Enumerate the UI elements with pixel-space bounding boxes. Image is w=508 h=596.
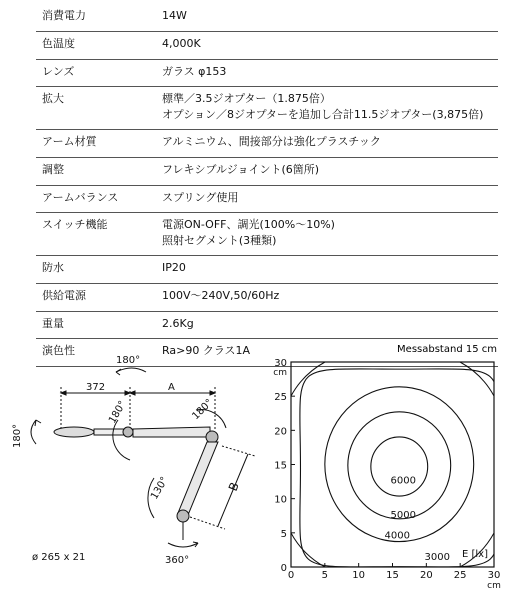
spec-value: IP20 <box>162 260 186 274</box>
head-joint <box>123 427 133 437</box>
contour-corner <box>291 533 325 567</box>
label-angle-base: 130° <box>149 475 171 502</box>
y-axis-label: cm <box>273 368 287 378</box>
spec-key: 色温度 <box>42 36 75 50</box>
y-tick-label: 5 <box>280 528 287 540</box>
spec-value: スプリング使用 <box>162 190 239 204</box>
x-tick-label: 30 <box>487 570 501 581</box>
contour-label: 3000 <box>424 551 450 563</box>
label-a: A <box>168 382 175 393</box>
rotation-arrow-top-icon <box>116 368 146 372</box>
base-joint <box>177 510 189 522</box>
contour-chart <box>273 358 501 591</box>
spec-value: 14W <box>162 9 187 22</box>
x-tick-label: 15 <box>386 570 399 581</box>
lens-head <box>54 427 94 437</box>
x-tick-label: 25 <box>453 570 467 581</box>
spec-value: 電源ON-OFF、調光(100%〜10%) <box>162 218 335 232</box>
spec-value: 100V〜240V,50/60Hz <box>162 288 280 302</box>
spec-key: 調整 <box>42 162 64 176</box>
chart-title: Messabstand 15 cm <box>397 344 497 355</box>
lamp-diagram <box>31 368 255 547</box>
contour-corner <box>460 362 494 396</box>
contour-6000 <box>371 437 428 496</box>
spec-key: スイッチ機能 <box>42 218 108 232</box>
contour-label: 6000 <box>390 475 416 487</box>
y-tick-label: 15 <box>274 460 287 472</box>
y-tick-label: 20 <box>274 426 287 438</box>
spec-key: 拡大 <box>42 92 64 106</box>
spec-key: 消費電力 <box>42 9 86 22</box>
spec-value: オプション／8ジオプターを追加し合計11.5ジオプター(3,875倍) <box>162 108 484 122</box>
contour-label: 4000 <box>384 530 410 542</box>
spec-key: 防水 <box>42 260 64 274</box>
upper-arm <box>133 427 210 437</box>
spec-value: 標準／3.5ジオプター（1.875倍） <box>162 92 331 106</box>
spec-value: ガラス φ153 <box>162 64 227 78</box>
x-tick-label: 20 <box>419 570 433 581</box>
elbow-joint <box>206 431 218 443</box>
x-tick-label: 5 <box>321 570 329 581</box>
x-tick-label: 0 <box>287 570 295 581</box>
contour-5000 <box>348 412 451 519</box>
y-tick-label: 0 <box>280 563 287 574</box>
x-axis-label: cm <box>487 581 501 591</box>
label-b: B <box>225 480 242 494</box>
label-372: 372 <box>86 382 106 393</box>
label-rot-bottom: 360° <box>165 555 190 566</box>
label-rot-left: 180° <box>12 423 23 448</box>
spec-key: 供給電源 <box>42 288 86 302</box>
spec-value: フレキシブルジョイント(6箇所) <box>162 162 320 176</box>
spec-key: 演色性 <box>42 344 75 358</box>
label-rot-top: 180° <box>116 355 141 366</box>
spec-key: アームバランス <box>42 190 119 204</box>
spec-value: 4,000K <box>162 36 201 50</box>
contour-corner <box>291 362 325 396</box>
y-tick-label: 25 <box>274 392 287 404</box>
y-tick-label: 10 <box>274 494 287 506</box>
spec-key: アーム材質 <box>42 134 97 148</box>
spec-value: 2.6Kg <box>162 316 194 330</box>
contour-legend: E [lx] <box>462 549 488 560</box>
contour-label: 5000 <box>390 509 416 521</box>
rotation-arrow-bottom-icon <box>168 543 198 547</box>
y-tick-label: 30 <box>274 358 287 369</box>
label-angle-elbow: 180° <box>190 397 216 423</box>
label-angle-head: 180° <box>107 399 129 426</box>
spec-key: 重量 <box>42 316 64 330</box>
spec-value: アルミニウム、間接部分は強化プラスチック <box>162 134 381 148</box>
x-tick-label: 10 <box>352 570 366 581</box>
spec-value: 照射セグメント(3種類) <box>162 234 277 248</box>
spec-value: Ra>90 クラス1A <box>162 344 251 358</box>
lower-arm <box>178 442 218 515</box>
label-lens-size: ø 265 x 21 <box>32 552 86 563</box>
spec-key: レンズ <box>42 64 75 78</box>
